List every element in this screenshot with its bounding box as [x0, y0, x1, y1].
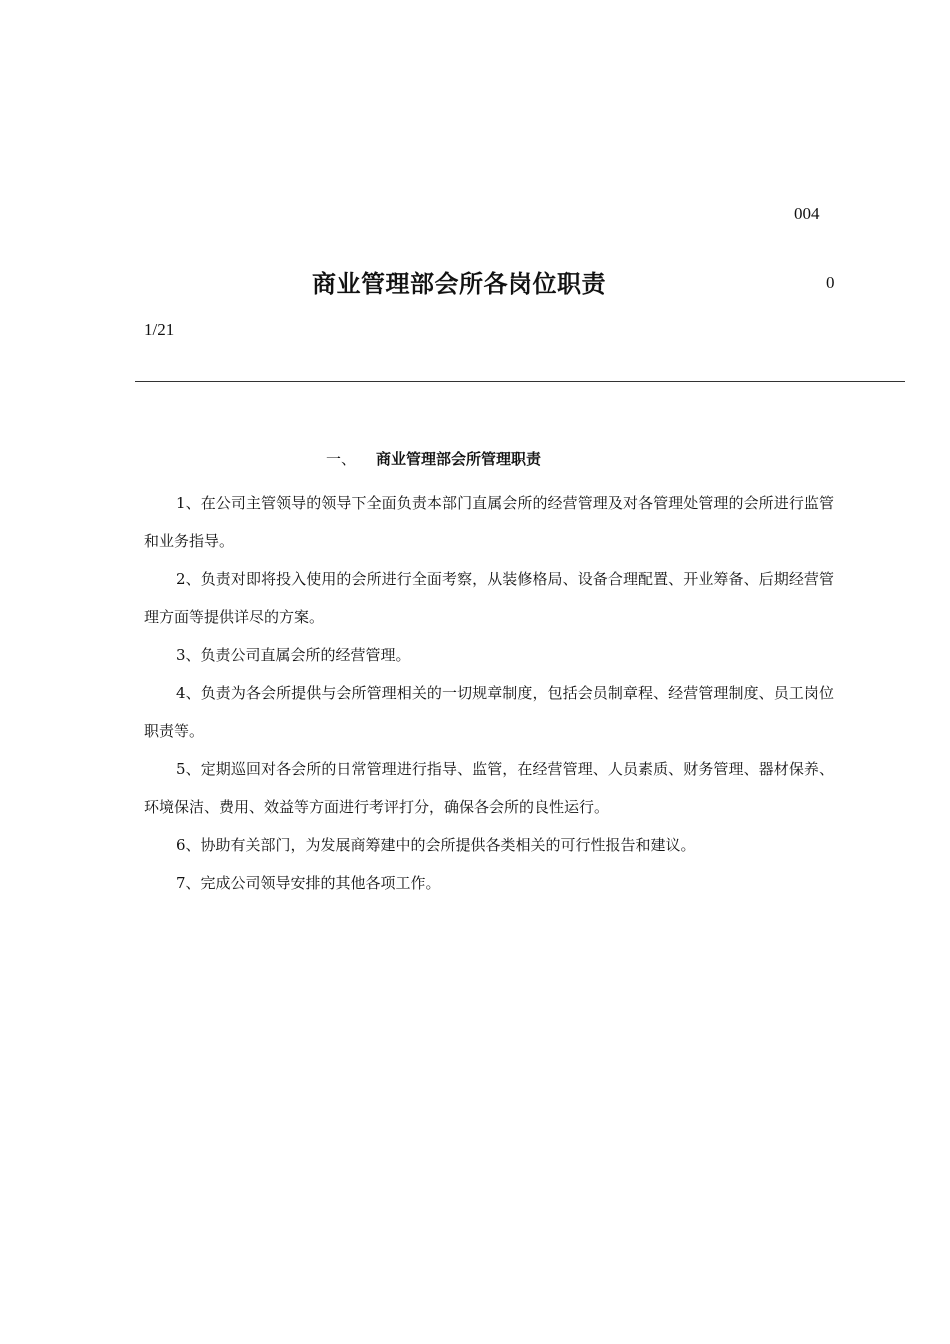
duty-item: 7、完成公司领导安排的其他各项工作。: [176, 874, 441, 892]
duty-list: [144, 484, 834, 902]
duty-item: 1、在公司主管领导的领导下全面负责本部门直属会所的经营管理及对各管理处管理的会所进行监管和业务指导。: [144, 494, 834, 550]
section-number: 一、: [326, 450, 357, 468]
duty-item: 6、协助有关部门，为发展商筹建中的会所提供各类相关的可行性报告和建议。: [176, 836, 696, 854]
header-divider: [135, 381, 905, 382]
duty-item: 2、负责对即将投入使用的会所进行全面考察，从装修格局、设备合理配置、开业筹备、后期经营管理方面等提供详尽的方案。: [144, 570, 834, 626]
document-title: 商业管理部会所各岗位职责: [312, 270, 606, 298]
document-revision: 0: [826, 273, 835, 292]
page-number: 1/21: [144, 320, 175, 339]
duty-item: 4、负责为各会所提供与会所管理相关的一切规章制度，包括会员制章程、经营管理制度、员工岗位职责等。: [144, 684, 834, 740]
document-code: 004: [794, 204, 820, 223]
section-heading: [326, 448, 541, 469]
duty-item: 3、负责公司直属会所的经营管理。: [176, 646, 411, 664]
section-title: 商业管理部会所管理职责: [376, 450, 542, 468]
duty-item: 5、定期巡回对各会所的日常管理进行指导、监管，在经营管理、人员素质、财务管理、器材保养、环境保洁、费用、效益等方面进行考评打分，确保各会所的良性运行。: [144, 760, 834, 816]
